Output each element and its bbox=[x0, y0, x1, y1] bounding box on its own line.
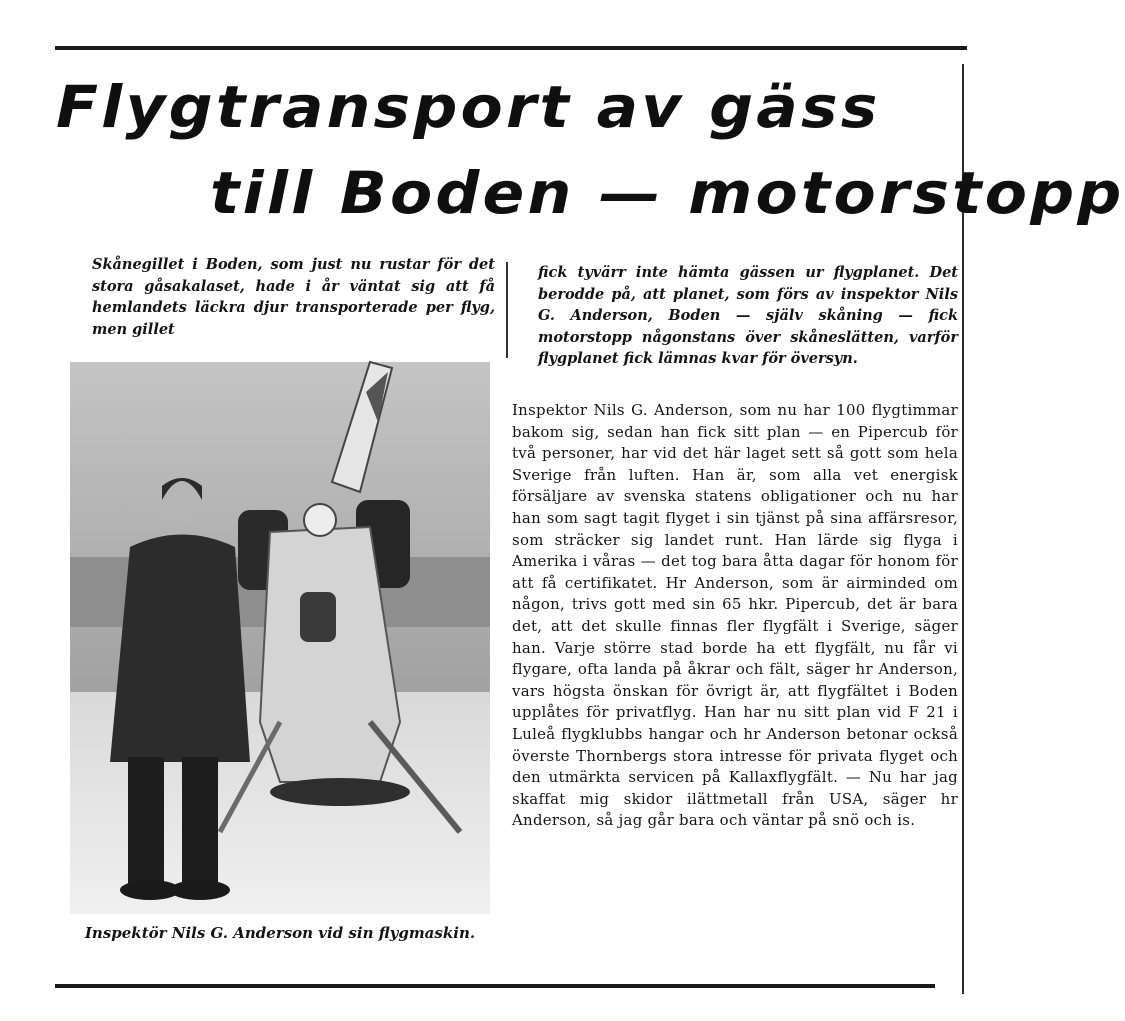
propeller-hub bbox=[304, 504, 336, 536]
bottom-rule bbox=[55, 984, 935, 988]
lede-left-column: Skånegillet i Boden, som just nu rustar för det stora gåsakalaset, hade i år väntat sig att få hemlandets läckra djur transporterade per flyg, men gillet bbox=[92, 256, 495, 338]
lede-right-column: fick tyvärr inte hämta gässen ur flygplanet. Det berodde på, att planet, som förs av inspektor Nils G. Anderson, Boden — själv skåning — fick motorstopp någonstans över skåneslätten, varför flygplanet fick lämnas kvar för översyn. bbox=[538, 264, 958, 367]
plane-air-intake bbox=[300, 592, 336, 642]
man-boot-right bbox=[170, 880, 230, 900]
top-rule bbox=[55, 46, 967, 50]
man-leg-right bbox=[182, 757, 218, 887]
photo-caption: Inspektör Nils G. Anderson vid sin flygmaskin. bbox=[84, 924, 476, 942]
photo-scene bbox=[70, 362, 490, 914]
lower-propeller-blade bbox=[270, 778, 410, 806]
article-body: Inspektor Nils G. Anderson, som nu har 100 flygtimmar bakom sig, sedan han fick sitt plan — en Pipercub för två personer, har vid det här laget sett så gott som hela Sverige från luften. Han är, som alla vet energisk försäljare av svenska statens obligationer och nu har han som sagt tagit flyget i sin tjänst på sina affärsresor, som sträcker sig landet runt. Han lärde sig flyga i Amerika i våras — det tog bara åtta dagar för honom för att få certifikatet. Hr Anderson, som är airminded om någon, trivs gott med sin 65 hkr. Pipercub, det är bara det, att det skulle finnas fler flygfält i Sverige, säger han. Varje större stad borde ha ett flygfält, nu får vi flygare, ofta landa på åkrar och fält, säger hr Anderson, vars högsta önskan för övrigt är, att flygfältet i Boden upplåtes för privatflyg. Han har nu sitt plan vid F 21 i Luleå flygklubbs hangar och hr Anderson betonar också överste Thornbergs stora intresse för privata flyget och den utmärkta servicen på Kallaxflygfält. — Nu har jag skaffat mig skidor ilättmetall från USA, säger hr Anderson, så jag går bara och väntar på snö och is. bbox=[512, 401, 958, 830]
headline-line-2: till Boden — motorstopp bbox=[210, 159, 1125, 227]
man-leg-left bbox=[128, 757, 164, 887]
column-separator bbox=[506, 262, 508, 358]
headline-line-1: Flygtransport av gäss bbox=[56, 73, 881, 141]
man-coat bbox=[110, 535, 250, 763]
news-photo bbox=[70, 362, 490, 914]
